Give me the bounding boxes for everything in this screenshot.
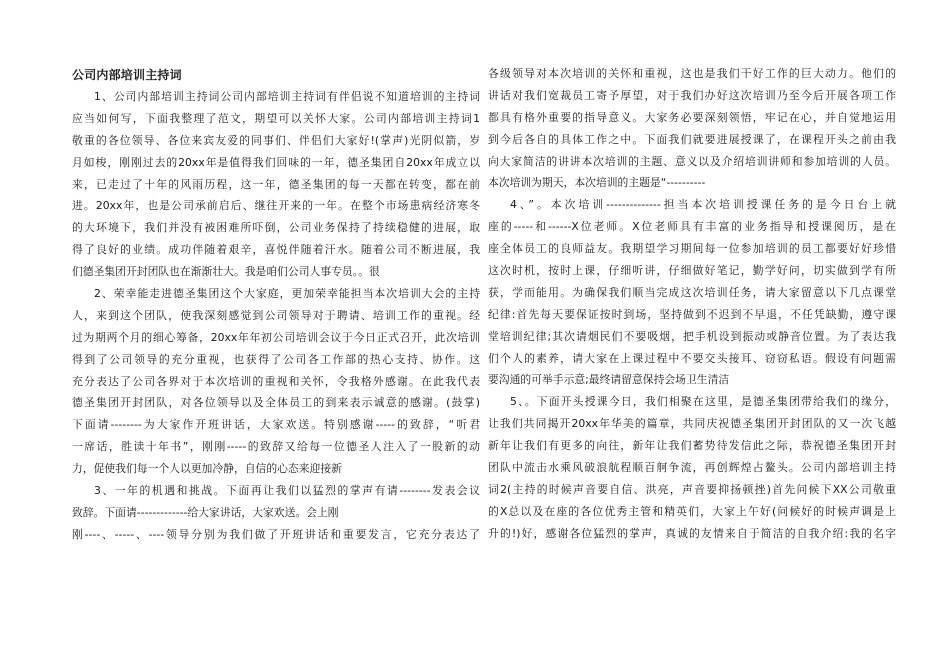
text-line: 4、”。本次培训--------------担当本次培训授课任务的是今日台上就 — [510, 198, 896, 212]
text-line: 3、一年的机遇和挑战。下面再让我们以猛烈的掌声有请--------发表会议 — [94, 484, 480, 498]
text-line: 这次时机，按时上课，仔细听讲，仔细做好笔记，勤学好问，切实做到学有所 — [488, 264, 896, 278]
text-line: 人，来到这个团队，使我深刻感觉到公司领导对于聘请、培训工作的重视。经 — [72, 308, 480, 322]
text-line: 刚----、-----、----领导分别为我们做了开班讲话和重要发言，它充分表达了 — [72, 527, 480, 541]
text-line: 2、荣幸能走进德圣集团这个大家庭，更加荣幸能担当本次培训大会的主持 — [94, 287, 480, 301]
text-line: 词2(主持的时候声音要自信、洪亮，声音要抑扬顿挫)首先问候下XX公司敬重 — [488, 482, 896, 496]
text-line: 德圣集团开封团队，对各位领导以及全体员工的到来表示诚意的感谢。(鼓掌) — [72, 396, 480, 410]
text-line: 应当如何写，下面我整理了范文，期望可以关怀大家。公司内部培训主持词1 — [72, 111, 480, 125]
text-line: 力，促使我们每一个人以更加冷静，自信的心态来迎接新 — [72, 462, 342, 476]
text-line: 们德圣集团开封团队也在渐渐壮大。我是咱们公司人事专员。。很 — [72, 265, 380, 279]
text-line: 下面请--------为大家作开班讲话，大家欢送。特别感谢-----的致辞，“听君 — [72, 418, 480, 432]
text-line: 讲话对我们宽裁员工寄予厚望，对于我们办好这次培训乃至今后开展各项工作 — [488, 88, 896, 102]
text-line: 敬重的各位领导、各位来宾友爱的同事们、伴侣们大家好!(掌声)光阴似箭，岁 — [72, 133, 480, 147]
text-line: 月如梭，刚刚过去的20xx年是值得我们回味的一年，德圣集团自20xx年成立以 — [72, 155, 480, 169]
text-line: 获，学而能用。为确保我们顺当完成这次培训任务，请大家留意以下几点课堂 — [488, 285, 896, 299]
text-line: 的大环境下，我们并没有被困难所吓倒，公司业务保持了持续稳健的进展，取 — [72, 221, 480, 235]
text-line: 升的!)好，感谢各位猛烈的掌声，真诚的友情来自于简洁的自我介绍:我的名字 — [488, 526, 896, 540]
page-title: 公司内部培训主持词 — [72, 68, 182, 82]
text-line: 各级领导对本次培训的关怀和重视，这也是我们干好工作的巨大动力。他们的 — [488, 67, 896, 80]
text-line: 团队中流击水乘风破浪航程顺百舸争流，再创辉煌占鳌头。公司内部培训主持 — [488, 461, 896, 475]
text-line: 本次培训为期天，本次培训的主题是“---------- — [488, 176, 706, 190]
text-line: 得到了公司领导的充分重视，也获得了公司各工作部的热心支持、协作。这 — [72, 352, 480, 366]
text-line: 要沟通的可举手示意;最终请留意保持会场卫生清洁 — [488, 373, 730, 387]
text-line: 得了良好的业绩。成功伴随着艰辛，喜悦伴随着汗水。随着公司不断进展，我 — [72, 243, 480, 257]
text-line: 来，已走过了十年的风雨历程，这一年，德圣集团的每一天都在转变，都在前 — [72, 177, 480, 191]
text-line: 一席话，胜读十年书”，刚刚-----的致辞又给每一位德圣人注入了一股新的动 — [72, 440, 480, 454]
text-line: 到今后各自的具体工作之中。下面我们就要进展授课了，在课程开头之前由我 — [488, 132, 896, 146]
text-line: 的X总以及在座的各位优秀主管和精英们，大家上午好(问候好的时候声调是上 — [488, 504, 896, 518]
text-line: 进。20xx年，也是公司承前启后、继往开来的一年。在整个市场患病经济寒冬 — [72, 199, 480, 213]
text-line: 5、。下面开头授课今日，我们相聚在这里，是德圣集团带给我们的缘分， — [510, 395, 896, 409]
text-line: 新年让我们有更多的向往，新年让我们蓄势待发信此之际，恭祝德圣集团开封 — [488, 439, 896, 453]
text-line: 向大家简洁的讲讲本次培训的主题、意义以及介绍培训讲师和参加培训的人员。 — [488, 154, 896, 168]
text-line: 堂培训纪律;其次请烟民们不要吸烟，把手机设到振动或静音位置。为了表达我 — [488, 329, 896, 343]
text-line: 1、公司内部培训主持词公司内部培训主持词有伴侣说不知道培训的主持词 — [94, 90, 480, 103]
text-line: 们个人的素养，请大家在上课过程中不要交头接耳、窃窃私语。假设有问题需 — [488, 351, 896, 365]
text-line: 座全体员工的良师益友。我期望学习期间每一位参加培训的员工都要好好珍惜 — [488, 242, 896, 256]
text-line: 都具有格外重要的指导意义。大家务必要深刻领悟，牢记在心，并自觉地运用 — [488, 110, 896, 124]
right-column — [488, 63, 896, 545]
text-line: 充分表达了公司各界对于本次培训的重视和关怀，令我格外感谢。在此我代表 — [72, 374, 480, 388]
text-line: 座的-----和------X位老师。X位老师具有丰富的业务指导和授课阅历，是在 — [488, 220, 896, 234]
left-column — [72, 62, 480, 546]
text-line: 纪律:首先每天要保证按时到场，坚持做到不迟到不早退，不任凭缺勤，遵守课 — [488, 307, 896, 321]
text-line: 让我们共同揭开20xx年华美的篇章，共同庆祝德圣集团开封团队的又一次飞越 — [488, 417, 896, 431]
text-line: 致辞。下面请-------------给大家讲话，大家欢送。会上刚 — [72, 505, 339, 519]
text-line: 过为期两个月的细心筹备，20xx年年初公司培训会议于今日正式召开，此次培训 — [72, 330, 480, 344]
